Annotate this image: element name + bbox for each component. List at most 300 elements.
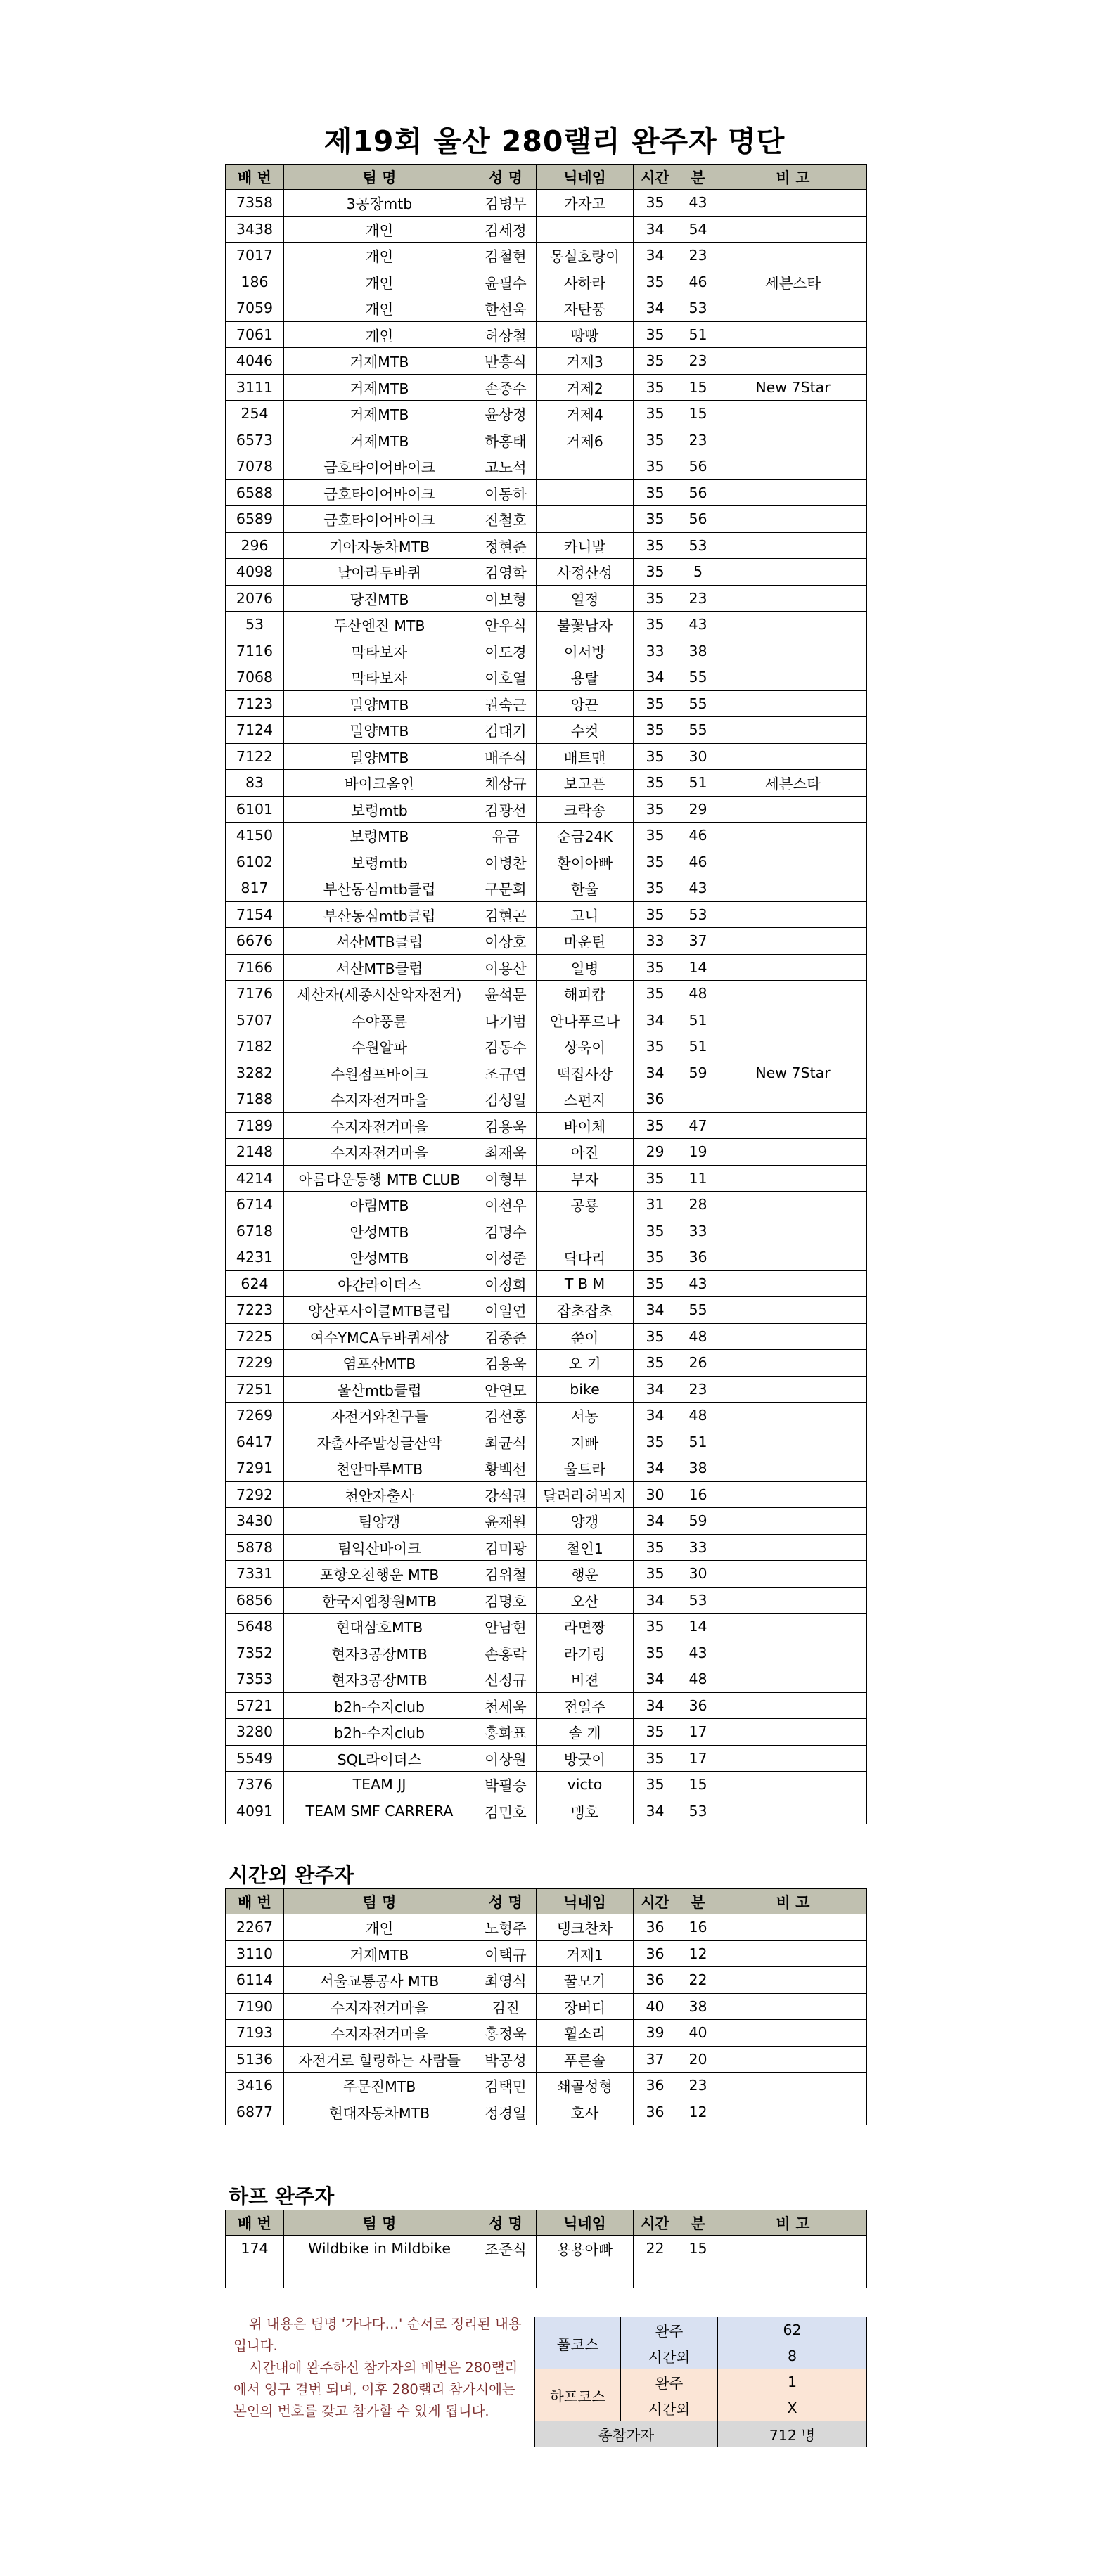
- remarks-cell: [719, 981, 867, 1007]
- nickname-cell: 맹호: [537, 1798, 634, 1824]
- remarks-cell: [719, 1429, 867, 1455]
- remarks-cell: [719, 1350, 867, 1377]
- minutes-cell: 53: [677, 901, 719, 928]
- nickname-cell: 불꽃남자: [537, 612, 634, 638]
- bib-number-cell: 4231: [226, 1244, 284, 1271]
- bib-number-cell: 7124: [226, 717, 284, 744]
- minutes-cell: 15: [677, 2236, 719, 2262]
- team-name-cell: 거제MTB: [284, 374, 475, 401]
- nickname-cell: 전일주: [537, 1692, 634, 1719]
- hours-cell: 36: [634, 2073, 677, 2099]
- table-row: [226, 823, 867, 849]
- remarks-cell: [719, 1772, 867, 1798]
- half-course-label: 하프코스: [535, 2369, 621, 2421]
- remarks-cell: [719, 585, 867, 612]
- team-name-cell: b2h-수지club: [284, 1719, 475, 1746]
- hours-cell: 34: [634, 664, 677, 691]
- bib-number-cell: 3416: [226, 2073, 284, 2099]
- hours-cell: 35: [634, 506, 677, 533]
- full-course-label: 풀코스: [535, 2317, 621, 2369]
- column-header-nickname: 닉네임: [537, 1889, 634, 1914]
- bib-number-cell: 6102: [226, 849, 284, 875]
- remarks-cell: [719, 401, 867, 427]
- minutes-cell: 15: [677, 1772, 719, 1798]
- table-row: [226, 1112, 867, 1139]
- nickname-cell: 용탈: [537, 664, 634, 691]
- table-row: [226, 901, 867, 928]
- remarks-cell: [719, 1376, 867, 1403]
- note-paragraph-2: 시간내에 완주하신 참가자의 배번은 280랠리에서 영구 결번 되며, 이후 280랠리 참가시에는 본인의 번호를 갖고 참가할 수 있게 됩니다.: [233, 2359, 518, 2419]
- remarks-cell: [719, 875, 867, 902]
- overtime-section-title: 시간외 완주자: [229, 1863, 354, 1887]
- header-row: [226, 1889, 867, 1914]
- rider-name-cell: 김광선: [475, 796, 537, 823]
- nickname-cell: [537, 453, 634, 480]
- table-row: [226, 506, 867, 533]
- minutes-cell: 14: [677, 954, 719, 981]
- overtime-table: [225, 1888, 867, 2125]
- minutes-cell: 55: [677, 664, 719, 691]
- remarks-cell: [719, 1614, 867, 1640]
- nickname-cell: 울트라: [537, 1455, 634, 1482]
- table-row: [226, 1561, 867, 1588]
- table-row: [226, 427, 867, 453]
- team-name-cell: 주문진MTB: [284, 2073, 475, 2099]
- hours-cell: 30: [634, 1481, 677, 1508]
- hours-cell: 34: [634, 1455, 677, 1482]
- table-row: [226, 1244, 867, 1271]
- table-row: [226, 190, 867, 217]
- nickname-cell: 순금24K: [537, 823, 634, 849]
- team-name-cell: 현대삼호MTB: [284, 1614, 475, 1640]
- remarks-cell: [719, 1719, 867, 1746]
- remarks-cell: [719, 2046, 867, 2073]
- minutes-cell: 43: [677, 875, 719, 902]
- table-row: [226, 1967, 867, 1994]
- nickname-cell: 앙끈: [537, 690, 634, 717]
- page-title: 제19회 울산 280랠리 완주자 명단: [323, 124, 786, 158]
- team-name-cell: 부산동심mtb클럽: [284, 875, 475, 902]
- hours-cell: 35: [634, 954, 677, 981]
- rider-name-cell: 정경일: [475, 2099, 537, 2125]
- rider-name-cell: 허상철: [475, 321, 537, 348]
- bib-number-cell: 7061: [226, 321, 284, 348]
- bib-number-cell: 7017: [226, 243, 284, 269]
- nickname-cell: 일병: [537, 954, 634, 981]
- hours-cell: 33: [634, 638, 677, 664]
- column-header-rider-name: 성 명: [475, 1889, 537, 1914]
- half-section-title: 하프 완주자: [229, 2184, 335, 2208]
- team-name-cell: 밀양MTB: [284, 743, 475, 770]
- minutes-cell: 59: [677, 1508, 719, 1535]
- remarks-cell: [719, 1692, 867, 1719]
- nickname-cell: 철인1: [537, 1534, 634, 1561]
- table-row: [226, 2020, 867, 2047]
- bib-number-cell: 5707: [226, 1007, 284, 1033]
- rider-name-cell: 나기범: [475, 1007, 537, 1033]
- rider-name-cell: 천세욱: [475, 1692, 537, 1719]
- team-name-cell: 포항오천행운 MTB: [284, 1561, 475, 1588]
- hours-cell: 37: [634, 2046, 677, 2073]
- rider-name-cell: 손종수: [475, 374, 537, 401]
- table-row: [226, 1940, 867, 1967]
- minutes-cell: 46: [677, 269, 719, 295]
- remarks-cell: [719, 928, 867, 955]
- rider-name-cell: 강석권: [475, 1481, 537, 1508]
- hours-cell: 34: [634, 1376, 677, 1403]
- table-row: [226, 1692, 867, 1719]
- rider-name-cell: 이보형: [475, 585, 537, 612]
- nickname-cell: [537, 506, 634, 533]
- minutes-cell: 40: [677, 2020, 719, 2047]
- team-name-cell: Wildbike in Mildbike: [284, 2236, 475, 2262]
- minutes-cell: 53: [677, 1798, 719, 1824]
- hours-cell: 35: [634, 1561, 677, 1588]
- column-header-minutes: 분: [677, 1889, 719, 1914]
- remarks-cell: [719, 901, 867, 928]
- nickname-cell: 탱크찬차: [537, 1914, 634, 1941]
- nickname-cell: 가자고: [537, 190, 634, 217]
- table-row: [226, 638, 867, 664]
- rider-name-cell: 신정규: [475, 1666, 537, 1693]
- table-row: [226, 1666, 867, 1693]
- rider-name-cell: 윤필수: [475, 269, 537, 295]
- remarks-cell: [719, 1165, 867, 1192]
- total-label: 총참가자: [535, 2421, 718, 2447]
- team-name-cell: TEAM SMF CARRERA: [284, 1798, 475, 1824]
- column-header-rider-name: 성 명: [475, 2210, 537, 2236]
- bib-number-cell: 6718: [226, 1218, 284, 1244]
- nickname-cell: 비젼: [537, 1666, 634, 1693]
- remarks-cell: [719, 796, 867, 823]
- nickname-cell: 한울: [537, 875, 634, 902]
- column-header-rider-name: 성 명: [475, 165, 537, 190]
- remarks-cell: [719, 216, 867, 243]
- bib-number-cell: 3438: [226, 216, 284, 243]
- table-row: [226, 1914, 867, 1941]
- minutes-cell: 48: [677, 1403, 719, 1429]
- remarks-cell: [719, 453, 867, 480]
- hours-cell: 35: [634, 532, 677, 559]
- bib-number-cell: 4214: [226, 1165, 284, 1192]
- hours-cell: 35: [634, 374, 677, 401]
- hours-cell: 35: [634, 1244, 677, 1271]
- team-name-cell: 수지자전거마을: [284, 1112, 475, 1139]
- nickname-cell: 해피캅: [537, 981, 634, 1007]
- bib-number-cell: 817: [226, 875, 284, 902]
- hours-cell: 31: [634, 1192, 677, 1218]
- hours-cell: 36: [634, 2099, 677, 2125]
- bib-number-cell: 53: [226, 612, 284, 638]
- hours-cell: 34: [634, 1297, 677, 1324]
- rider-name-cell: 김진: [475, 1993, 537, 2020]
- nickname-cell: 방긋이: [537, 1745, 634, 1772]
- column-header-hours: 시간: [634, 1889, 677, 1914]
- full-overtime-count: 8: [718, 2343, 867, 2369]
- table-row: [226, 1350, 867, 1377]
- team-name-cell: 수야풍륜: [284, 1007, 475, 1033]
- minutes-cell: 30: [677, 1561, 719, 1588]
- hours-cell: 35: [634, 348, 677, 375]
- hours-cell: 35: [634, 190, 677, 217]
- team-name-cell: 개인: [284, 216, 475, 243]
- minutes-cell: 36: [677, 1244, 719, 1271]
- table-row: [226, 453, 867, 480]
- table-row: [226, 1455, 867, 1482]
- table-row: [226, 1192, 867, 1218]
- hours-cell: 35: [634, 823, 677, 849]
- rider-name-cell: 김택민: [475, 2073, 537, 2099]
- bib-number-cell: 7251: [226, 1376, 284, 1403]
- nickname-cell: 보고픈: [537, 770, 634, 797]
- bib-number-cell: 6588: [226, 479, 284, 506]
- rider-name-cell: 윤재원: [475, 1508, 537, 1535]
- team-name-cell: SQL라이더스: [284, 1745, 475, 1772]
- full-finish-count: 62: [718, 2317, 867, 2343]
- table-row: [226, 1270, 867, 1297]
- remarks-cell: [719, 717, 867, 744]
- remarks-cell: 세븐스타: [719, 269, 867, 295]
- remarks-cell: [719, 1587, 867, 1614]
- hours-cell: 35: [634, 269, 677, 295]
- nickname-cell: 스펀지: [537, 1086, 634, 1113]
- team-name-cell: 서산MTB클럽: [284, 954, 475, 981]
- table-row: [226, 2046, 867, 2073]
- hours-cell: 35: [634, 1165, 677, 1192]
- nickname-cell: 서농: [537, 1403, 634, 1429]
- table-row: [226, 1323, 867, 1350]
- nickname-cell: 라기링: [537, 1640, 634, 1666]
- note-paragraph-1: 위 내용은 팀명 '가나다…' 순서로 정리된 내용입니다.: [233, 2316, 522, 2354]
- minutes-cell: 56: [677, 479, 719, 506]
- summary-row: [535, 2369, 867, 2395]
- bib-number-cell: 5549: [226, 1745, 284, 1772]
- hours-cell: 34: [634, 1403, 677, 1429]
- minutes-cell: 46: [677, 849, 719, 875]
- minutes-cell: 56: [677, 453, 719, 480]
- remarks-cell: [719, 1561, 867, 1588]
- table-row: [226, 612, 867, 638]
- nickname-cell: 카니발: [537, 532, 634, 559]
- bib-number-cell: 7225: [226, 1323, 284, 1350]
- bib-number-cell: 624: [226, 1270, 284, 1297]
- rider-name-cell: 안우식: [475, 612, 537, 638]
- remarks-cell: [719, 664, 867, 691]
- minutes-cell: 38: [677, 638, 719, 664]
- hours-cell: 35: [634, 1270, 677, 1297]
- remarks-cell: [719, 1940, 867, 1967]
- table-row: [226, 849, 867, 875]
- remarks-cell: [719, 532, 867, 559]
- bib-number-cell: 2148: [226, 1139, 284, 1166]
- table-row: [226, 479, 867, 506]
- bib-number-cell: 7352: [226, 1640, 284, 1666]
- rider-name-cell: 박필승: [475, 1772, 537, 1798]
- nickname-cell: 자탄풍: [537, 295, 634, 322]
- nickname-cell: 지빠: [537, 1429, 634, 1455]
- remarks-cell: [719, 2236, 867, 2262]
- rider-name-cell: 이일연: [475, 1297, 537, 1324]
- bib-number-cell: 7189: [226, 1112, 284, 1139]
- rider-name-cell: 배주식: [475, 743, 537, 770]
- team-name-cell: 수지자전거마을: [284, 1139, 475, 1166]
- minutes-cell: 43: [677, 1270, 719, 1297]
- table-row: [226, 1614, 867, 1640]
- table-row: [226, 401, 867, 427]
- rider-name-cell: 구문회: [475, 875, 537, 902]
- bib-number-cell: 7078: [226, 453, 284, 480]
- bib-number-cell: 6417: [226, 1429, 284, 1455]
- team-name-cell: 염포산MTB: [284, 1350, 475, 1377]
- team-name-cell: 양산포사이클MTB클럽: [284, 1297, 475, 1324]
- bib-number-cell: 5136: [226, 2046, 284, 2073]
- team-name-cell: 거제MTB: [284, 401, 475, 427]
- team-name-cell: 안성MTB: [284, 1218, 475, 1244]
- minutes-cell: 48: [677, 1323, 719, 1350]
- rider-name-cell: 김현곤: [475, 901, 537, 928]
- remarks-cell: [719, 559, 867, 586]
- nickname-cell: 열정: [537, 585, 634, 612]
- bib-number-cell: 6114: [226, 1967, 284, 1994]
- team-name-cell: 날아라두바퀴: [284, 559, 475, 586]
- minutes-cell: 38: [677, 1993, 719, 2020]
- header-row: [226, 2210, 867, 2236]
- remarks-cell: [719, 612, 867, 638]
- rider-name-cell: 이동하: [475, 479, 537, 506]
- column-header-hours: 시간: [634, 165, 677, 190]
- team-name-cell: 개인: [284, 269, 475, 295]
- hours-cell: 35: [634, 1323, 677, 1350]
- hours-cell: 35: [634, 585, 677, 612]
- minutes-cell: 53: [677, 532, 719, 559]
- team-name-cell: 수원알파: [284, 1033, 475, 1060]
- table-row: [226, 2262, 867, 2288]
- minutes-cell: 47: [677, 1112, 719, 1139]
- hours-cell: 22: [634, 2236, 677, 2262]
- bib-number-cell: 174: [226, 2236, 284, 2262]
- team-name-cell: 막타보자: [284, 664, 475, 691]
- minutes-cell: 56: [677, 506, 719, 533]
- nickname-cell: victo: [537, 1772, 634, 1798]
- minutes-cell: 38: [677, 1455, 719, 1482]
- minutes-cell: 43: [677, 190, 719, 217]
- table-row: [226, 1587, 867, 1614]
- minutes-cell: 48: [677, 981, 719, 1007]
- remarks-cell: [719, 321, 867, 348]
- hours-cell: 36: [634, 1086, 677, 1113]
- team-name-cell: TEAM JJ: [284, 1772, 475, 1798]
- table-row: [226, 1139, 867, 1166]
- remarks-cell: [719, 1244, 867, 1271]
- minutes-cell: 33: [677, 1218, 719, 1244]
- remarks-cell: [719, 954, 867, 981]
- half-finish-count: 1: [718, 2369, 867, 2395]
- hours-cell: 35: [634, 1112, 677, 1139]
- column-header-nickname: 닉네임: [537, 2210, 634, 2236]
- hours-cell: 35: [634, 1772, 677, 1798]
- remarks-cell: [719, 690, 867, 717]
- table-row: [226, 559, 867, 586]
- team-name-cell: 울산mtb클럽: [284, 1376, 475, 1403]
- nickname-cell: 공룡: [537, 1192, 634, 1218]
- bib-number-cell: 6714: [226, 1192, 284, 1218]
- team-name-cell: 수지자전거마을: [284, 1993, 475, 2020]
- half-table: [225, 2210, 867, 2288]
- header-row: [226, 165, 867, 190]
- bib-number-cell: 3280: [226, 1719, 284, 1746]
- team-name-cell: 자출사주말싱글산악: [284, 1429, 475, 1455]
- minutes-cell: 23: [677, 348, 719, 375]
- bib-number-cell: 296: [226, 532, 284, 559]
- team-name-cell: 보령MTB: [284, 823, 475, 849]
- remarks-cell: [719, 243, 867, 269]
- hours-cell: 34: [634, 1798, 677, 1824]
- table-row: [226, 928, 867, 955]
- hours-cell: 35: [634, 690, 677, 717]
- remarks-cell: [719, 1455, 867, 1482]
- column-header-bib-number: 배 번: [226, 1889, 284, 1914]
- remarks-cell: [719, 1323, 867, 1350]
- bib-number-cell: 7353: [226, 1666, 284, 1693]
- minutes-cell: 51: [677, 1007, 719, 1033]
- table-row: [226, 1376, 867, 1403]
- rider-name-cell: 이형부: [475, 1165, 537, 1192]
- column-header-remarks: 비 고: [719, 165, 867, 190]
- team-name-cell: 수원점프바이크: [284, 1060, 475, 1086]
- remarks-cell: [719, 849, 867, 875]
- minutes-cell: 12: [677, 1940, 719, 1967]
- rider-name-cell: 김종준: [475, 1323, 537, 1350]
- minutes-cell: 23: [677, 2073, 719, 2099]
- rider-name-cell: 최재욱: [475, 1139, 537, 1166]
- rider-name-cell: 이선우: [475, 1192, 537, 1218]
- remarks-cell: [719, 1640, 867, 1666]
- hours-cell: 35: [634, 479, 677, 506]
- team-name-cell: 천안자출사: [284, 1481, 475, 1508]
- rider-name-cell: 채상규: [475, 770, 537, 797]
- bib-number-cell: 4091: [226, 1798, 284, 1824]
- hours-cell: 35: [634, 1218, 677, 1244]
- table-row: [226, 1508, 867, 1535]
- minutes-cell: [677, 2262, 719, 2288]
- team-name-cell: 부산동심mtb클럽: [284, 901, 475, 928]
- nickname-cell: 잡초잡초: [537, 1297, 634, 1324]
- table-row: [226, 243, 867, 269]
- rider-name-cell: 김용욱: [475, 1112, 537, 1139]
- rider-name-cell: 하홍태: [475, 427, 537, 453]
- minutes-cell: 33: [677, 1534, 719, 1561]
- minutes-cell: 23: [677, 1376, 719, 1403]
- team-name-cell: 야간라이더스: [284, 1270, 475, 1297]
- bib-number-cell: 3111: [226, 374, 284, 401]
- summary-finish-label: 완주: [621, 2369, 718, 2395]
- team-name-cell: 천안마루MTB: [284, 1455, 475, 1482]
- minutes-cell: 46: [677, 823, 719, 849]
- minutes-cell: 5: [677, 559, 719, 586]
- hours-cell: 34: [634, 1007, 677, 1033]
- bib-number-cell: 7292: [226, 1481, 284, 1508]
- bib-number-cell: 7190: [226, 1993, 284, 2020]
- table-row: [226, 1297, 867, 1324]
- minutes-cell: 26: [677, 1350, 719, 1377]
- team-name-cell: 개인: [284, 243, 475, 269]
- rider-name-cell: 정현준: [475, 532, 537, 559]
- table-row: [226, 348, 867, 375]
- team-name-cell: 보령mtb: [284, 796, 475, 823]
- table-row: [226, 1218, 867, 1244]
- bib-number-cell: 3110: [226, 1940, 284, 1967]
- team-name-cell: 막타보자: [284, 638, 475, 664]
